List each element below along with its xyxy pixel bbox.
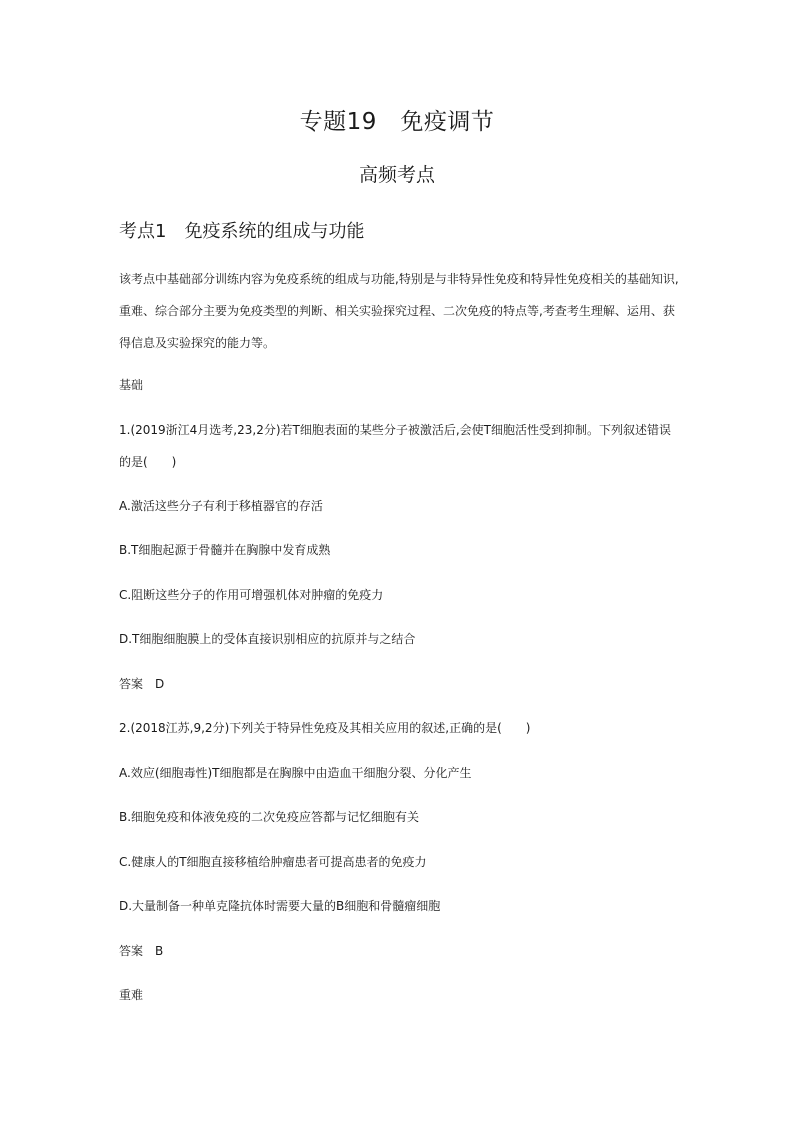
question-option: B.细胞免疫和体液免疫的二次免疫应答都与记忆细胞有关 — [119, 810, 420, 824]
intro-paragraph: 该考点中基础部分训练内容为免疫系统的组成与功能,特别是与非特异性免疫和特异性免疫相关的基础知识,重难、综合部分主要为免疫类型的判断、相关实验探究过程、二次免疫的特点等,考查考生理解、运用、获得信息及实验探究的能力等。 — [119, 272, 679, 350]
question-option: B.T细胞起源于骨髓并在胸腺中发育成熟 — [119, 543, 331, 557]
question-option: A.效应(细胞毒性)T细胞都是在胸腺中由造血干细胞分裂、分化产生 — [119, 766, 472, 780]
question-option: D.T细胞细胞膜上的受体直接识别相应的抗原并与之结合 — [119, 632, 416, 646]
page-subtitle: 高频考点 — [358, 164, 435, 186]
question-option: A.激活这些分子有利于移植器官的存活 — [119, 499, 323, 513]
page-title: 专题19 免疫调节 — [299, 109, 495, 135]
section-heading: 考点1 免疫系统的组成与功能 — [119, 221, 365, 242]
question-option: D.大量制备一种单克隆抗体时需要大量的B细胞和骨髓瘤细胞 — [119, 899, 441, 913]
level-label-basic: 基础 — [119, 378, 144, 392]
question-option: C.健康人的T细胞直接移植给肿瘤患者可提高患者的免疫力 — [119, 855, 427, 869]
question-stem: 1.(2019浙江4月选考,23,2分)若T细胞表面的某些分子被激活后,会使T细胞活性受到抑制。下列叙述错误的是( ) — [119, 423, 671, 469]
level-label-hard: 重难 — [119, 988, 144, 1002]
answer-line: 答案 B — [119, 944, 164, 958]
question-stem: 2.(2018江苏,9,2分)下列关于特异性免疫及其相关应用的叙述,正确的是( ) — [119, 721, 531, 735]
answer-line: 答案 D — [119, 677, 165, 691]
question-option: C.阻断这些分子的作用可增强机体对肿瘤的免疫力 — [119, 588, 384, 602]
